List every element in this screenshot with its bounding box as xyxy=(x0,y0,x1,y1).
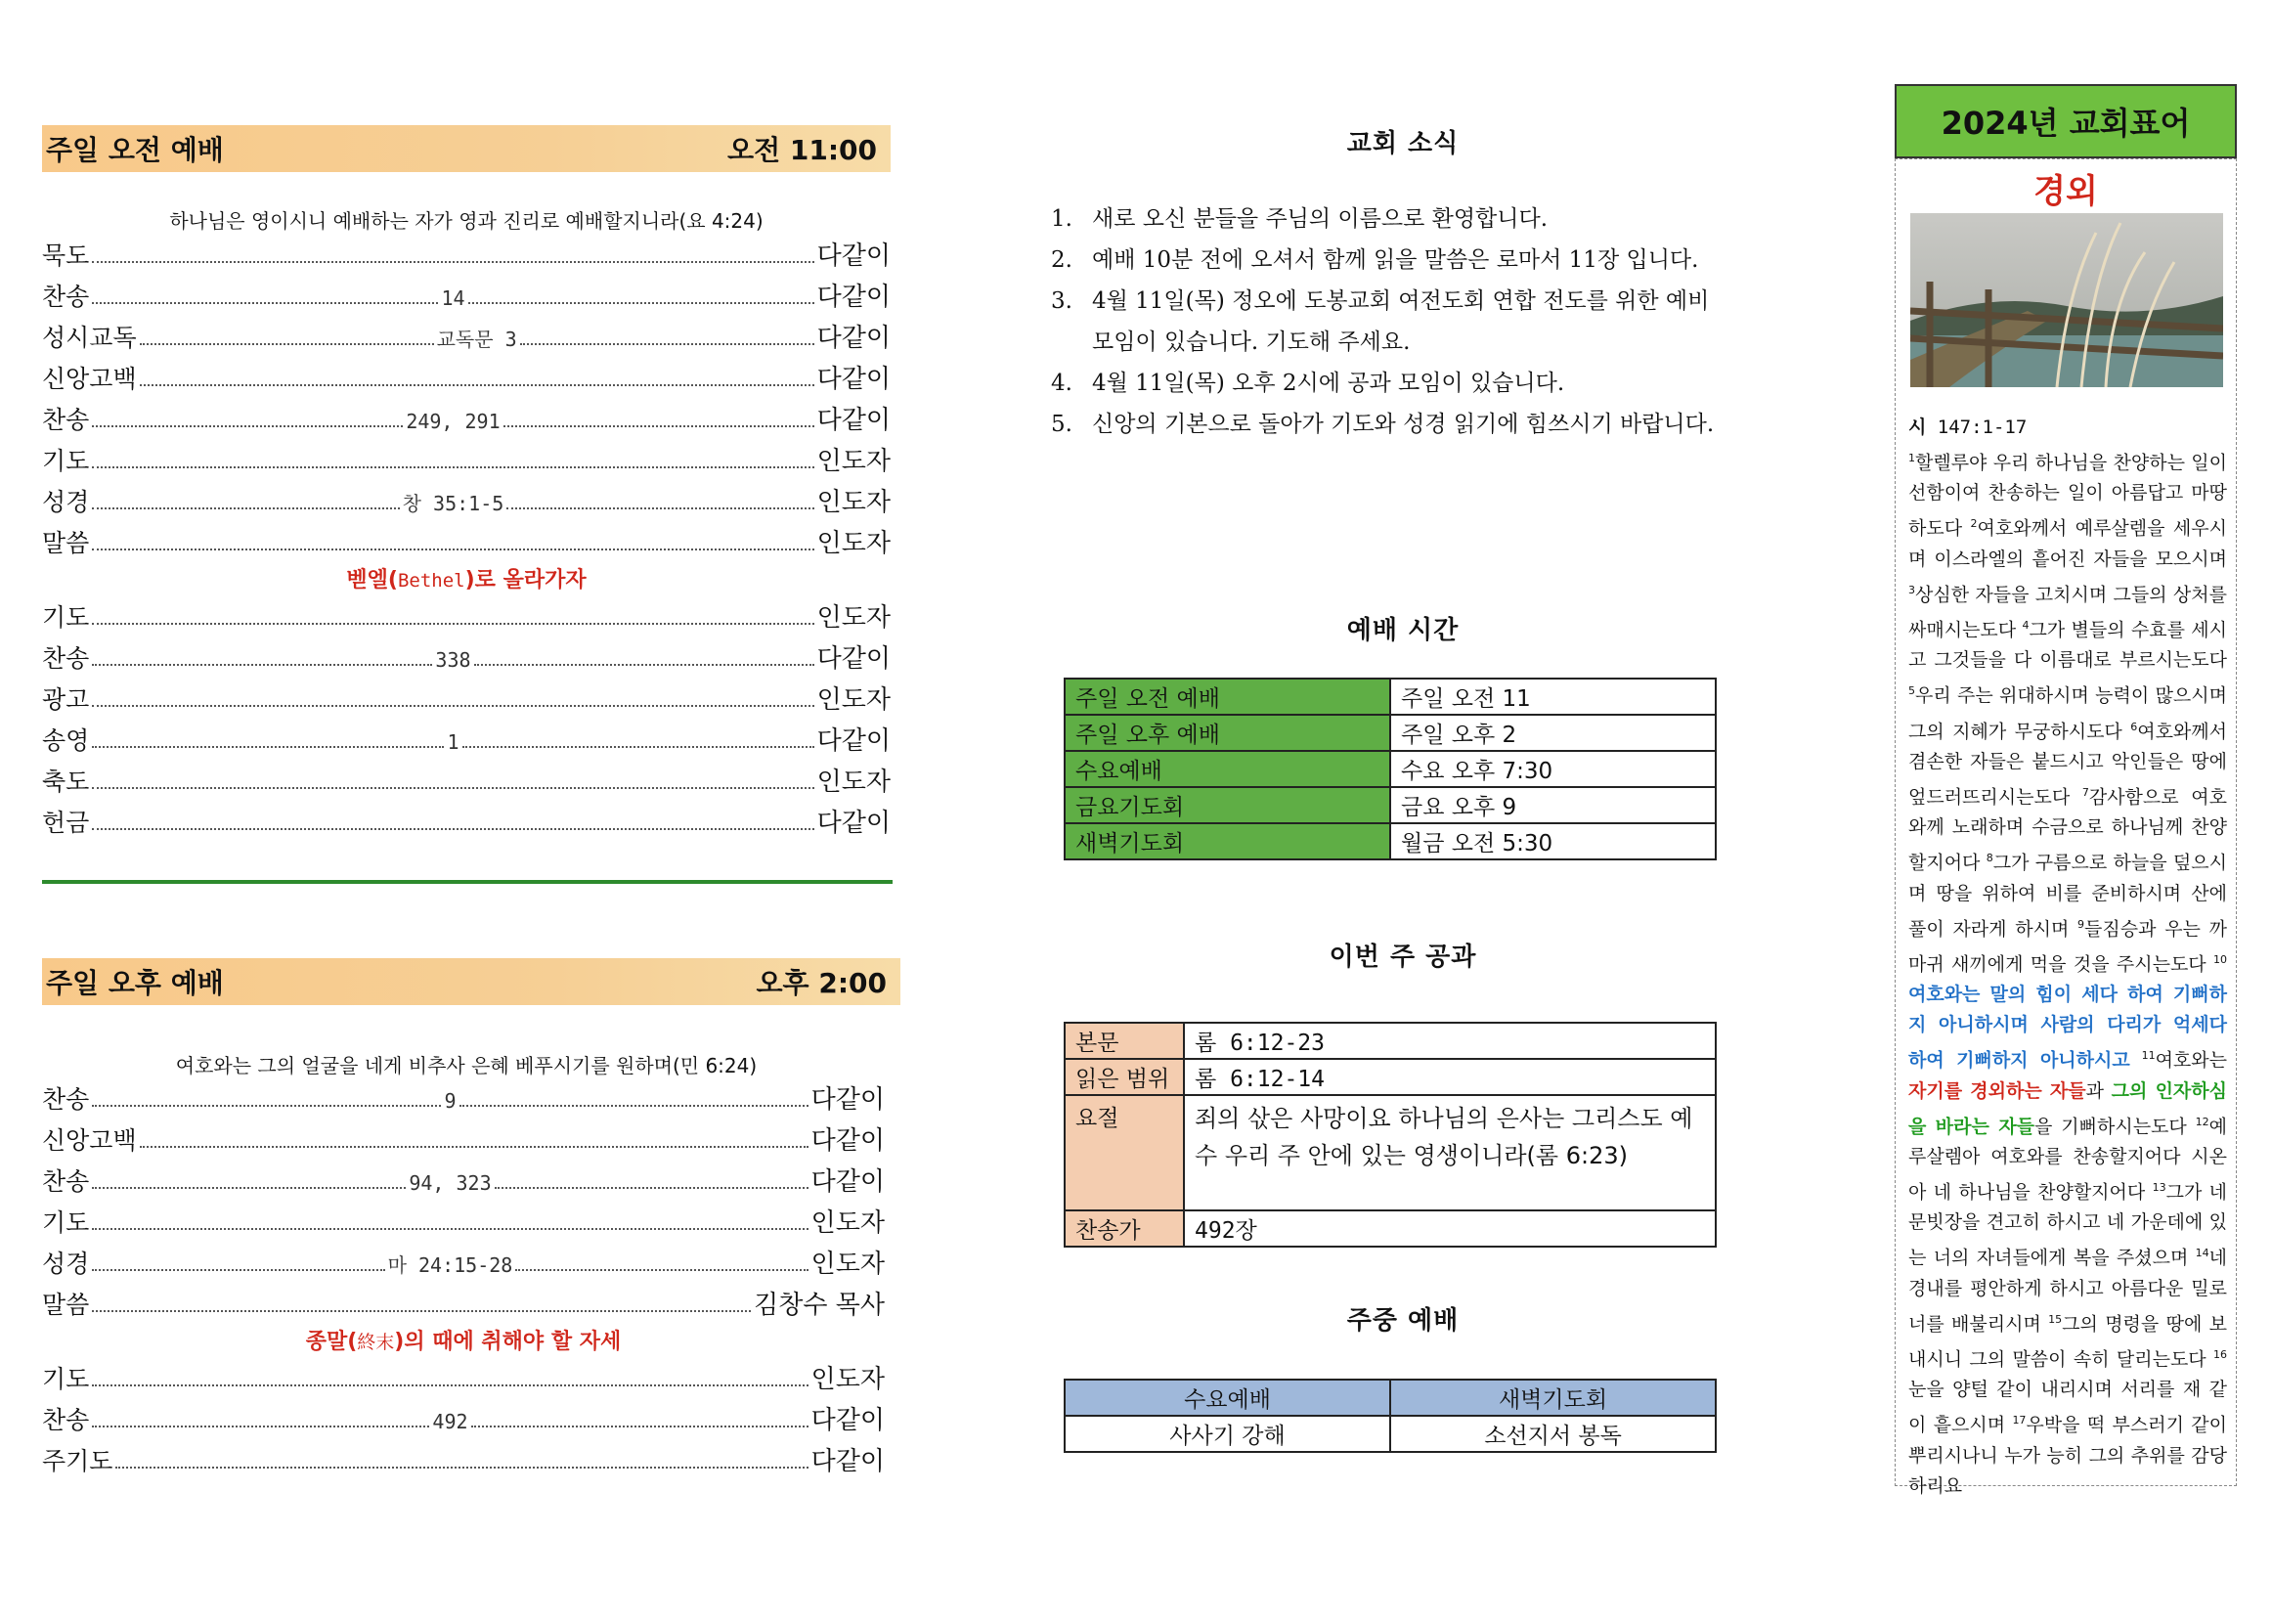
afternoon-order xyxy=(42,1079,885,1482)
dot-leader xyxy=(462,734,814,748)
lesson-table xyxy=(1064,1022,1717,1248)
dot-leader xyxy=(468,290,814,304)
dot-leader xyxy=(506,496,813,509)
weekday-col1-header: 수요예배 xyxy=(1065,1380,1390,1416)
weekday-col2-header: 새벽기도회 xyxy=(1390,1380,1716,1416)
sermon-title-part: Bethel xyxy=(397,570,465,592)
dot-leader xyxy=(140,1134,808,1148)
dot-leader xyxy=(471,1414,808,1427)
order-label: 묵도 xyxy=(42,241,90,270)
order-row xyxy=(42,638,891,680)
dot-leader xyxy=(92,652,432,666)
weekday-table xyxy=(1064,1379,1717,1453)
news-text: 새로 오신 분들을 주님의 이름으로 환영합니다. xyxy=(1092,206,1549,232)
psalm-ref-verses: 147:1-17 xyxy=(1926,417,2028,438)
afternoon-service-time: 오후 2:00 xyxy=(756,967,887,999)
dot-leader xyxy=(92,1414,429,1427)
news-number: 5. xyxy=(1051,412,1072,437)
order-row xyxy=(42,318,891,359)
order-leader: 인도자 xyxy=(816,685,891,715)
order-detail: 창 35:1-5 xyxy=(402,492,504,515)
lesson-key-value: 죄의 삯은 사망이요 하나님의 은사는 그리스도 예수 우리 주 안에 있는 영생이니라(롬 6:23) xyxy=(1184,1095,1716,1210)
schedule-row xyxy=(1065,715,1716,751)
dot-leader xyxy=(92,816,813,830)
lesson-range-label: 읽은 범위 xyxy=(1065,1059,1184,1095)
dot-leader xyxy=(92,1298,751,1312)
order-label: 말씀 xyxy=(42,529,90,557)
order-label: 찬송 xyxy=(42,283,90,311)
schedule-row xyxy=(1065,787,1716,823)
sermon-title xyxy=(42,1326,885,1359)
schedule-row xyxy=(1065,751,1716,787)
news-number: 2. xyxy=(1051,247,1072,273)
lesson-text-label: 본문 xyxy=(1065,1023,1184,1059)
order-leader: 인도자 xyxy=(810,1208,885,1238)
news-text: 신앙의 기본으로 돌아가 기도와 성경 읽기에 힘쓰시기 바랍니다. xyxy=(1092,412,1715,437)
lesson-text-value: 롬 6:12-23 xyxy=(1184,1023,1716,1059)
afternoon-service-title: 주일 오후 예배 xyxy=(46,967,224,999)
order-row xyxy=(42,236,891,277)
dot-leader xyxy=(474,652,814,666)
order-label: 신앙고백 xyxy=(42,1126,137,1155)
schedule-time: 주일 오전 11 xyxy=(1390,679,1716,715)
order-leader: 다같이 xyxy=(816,644,892,674)
news-number: 4. xyxy=(1051,371,1072,396)
dot-leader xyxy=(140,331,434,345)
schedule-table xyxy=(1064,678,1717,860)
afternoon-verse: 여호와는 그의 얼굴을 네게 비추사 은혜 베푸시기를 원하며(민 6:24) xyxy=(175,1054,758,1077)
schedule-time: 월금 오전 5:30 xyxy=(1390,823,1716,859)
order-label: 축도 xyxy=(42,768,90,796)
order-row xyxy=(42,1162,885,1203)
dot-leader xyxy=(92,455,813,468)
order-row xyxy=(42,277,891,318)
dot-leader xyxy=(92,290,438,304)
order-leader: 김창수 목사 xyxy=(754,1291,885,1320)
dot-leader xyxy=(92,496,399,509)
order-row xyxy=(42,721,891,762)
dot-leader xyxy=(515,1257,808,1271)
order-row xyxy=(42,1079,885,1120)
order-row xyxy=(42,523,891,564)
order-label: 성시교독 xyxy=(42,324,137,352)
order-leader: 다같이 xyxy=(816,365,891,394)
schedule-row xyxy=(1065,679,1716,715)
order-leader: 다같이 xyxy=(810,1447,885,1476)
psalm-ref-book: 시 xyxy=(1908,417,1927,438)
dot-leader xyxy=(92,249,813,263)
news-number: 3. xyxy=(1051,288,1072,314)
order-detail: 14 xyxy=(441,286,465,310)
lesson-row-range xyxy=(1065,1059,1716,1095)
order-label: 신앙고백 xyxy=(42,365,137,393)
dot-leader xyxy=(459,1093,808,1107)
order-label: 찬송 xyxy=(42,1406,90,1434)
order-leader: 다같이 xyxy=(810,1406,886,1435)
schedule-service: 새벽기도회 xyxy=(1065,823,1390,859)
news-item xyxy=(1051,198,1735,240)
dot-leader xyxy=(92,414,403,427)
sermon-title-part: 종말( xyxy=(305,1330,358,1354)
schedule-time: 수요 오후 7:30 xyxy=(1390,751,1716,787)
morning-service-time: 오전 11:00 xyxy=(727,134,877,166)
order-leader: 다같이 xyxy=(810,1085,885,1115)
dot-leader xyxy=(92,537,813,550)
order-row xyxy=(42,1120,885,1162)
morning-verse: 하나님은 영이시니 예배하는 자가 영과 진리로 예배할지니라(요 4:24) xyxy=(169,209,764,233)
schedule-time: 주일 오후 2 xyxy=(1390,715,1716,751)
order-leader: 다같이 xyxy=(816,809,891,838)
news-text: 4월 11일(목) 정오에 도봉교회 여전도회 연합 전도를 위한 예비 모임이 있습니다. 기도해 주세요. xyxy=(1092,288,1710,355)
order-label: 광고 xyxy=(42,685,90,714)
psalm-passage: 시 147:1-17 $^1$할렐루야 우리 하나님을 찬양하는 일이 선함이여 찬송하는 일이 아름답고 마땅하도다 $^2$여호와께서 예루살렘을 세우시며 이스라엘의 흩어진 자들을 모으시며 $^3$상심한 자들을 고치시며 그들의 상처를 싸매시는도다 $^4$그가 별들의 수효를 세시고 그것들을 다 이름대로 부르시는도다 $^5$우리 주는 위대하시며 능력이 많으시며 그의 지혜가 무궁하시도다 $^6$여호와께서 겸손한 자들은 붙드시고 악인들은 땅에 엎드러뜨리시는도다 $^7$감사함으로 여호와께 노래하며 수금으로 하나님께 찬양할지어다 $^8$그가 구름으로 하늘을 덮으시며 땅을 위하여 비를 준비하시며 산에 풀이 자라게 하시며 $^9$들짐승과 우는 까마귀 새끼에게 먹을 것을 주시는도다 $^{10}$여호와는 말의 힘이 세다 하여 기뻐하지 아니하시며 사람의 다리가 억세다 하여 기뻐하지 아니하시고 $^{11}$여호와는 자기를 경외하는 자들과 그의 인자하심을 바라는 자들을 기뻐하시는도다 $^{12}$예루살렘아 여호와를 찬송할지어다 시온아 네 하나님을 찬양할지어다 $^{13}$그가 네 문빗장을 견고히 하시고 네 가운데에 있는 너의 자녀들에게 복을 주셨으며 $^{14}$네 경내를 평안하게 하시고 아름다운 밀로 너를 배불리시며 $^{15}$그의 명령을 땅에 보내시니 그의 말씀이 속히 달리는도다 $^{16}$눈을 양털 같이 내리시며 서리를 재 같이 흩으시며 $^{17}$우박을 떡 부스러기 같이 뿌리시나니 누가 능히 그의 추위를 감당하리요 xyxy=(1908,417,2227,1497)
lesson-hymn-label: 찬송가 xyxy=(1065,1210,1184,1247)
lesson-range-value: 롬 6:12-14 xyxy=(1184,1059,1716,1095)
order-row xyxy=(42,762,891,803)
order-label: 성경 xyxy=(42,488,90,516)
order-detail: 492 xyxy=(432,1410,468,1433)
dot-leader xyxy=(92,1216,808,1230)
schedule-service: 금요기도회 xyxy=(1065,787,1390,823)
order-label: 말씀 xyxy=(42,1291,90,1319)
dot-leader xyxy=(92,693,813,707)
motto-word: 경외 xyxy=(2033,172,2098,211)
order-leader: 인도자 xyxy=(810,1250,885,1279)
dot-leader xyxy=(92,1373,808,1386)
order-leader: 인도자 xyxy=(816,768,891,797)
order-label: 찬송 xyxy=(42,1085,90,1114)
order-leader: 인도자 xyxy=(816,529,891,558)
dot-leader xyxy=(92,775,813,789)
weekday-title: 주중 예배 xyxy=(1346,1306,1460,1336)
news-number: 1. xyxy=(1051,206,1072,232)
dot-leader xyxy=(92,734,444,748)
dot-leader xyxy=(92,1093,441,1107)
dot-leader xyxy=(92,611,813,625)
schedule-service: 수요예배 xyxy=(1065,751,1390,787)
news-item xyxy=(1051,240,1735,281)
lesson-row-key xyxy=(1065,1095,1716,1210)
order-label: 찬송 xyxy=(42,644,90,673)
order-leader: 인도자 xyxy=(816,603,891,633)
order-row xyxy=(42,1400,885,1441)
landscape-photo xyxy=(1910,213,2223,387)
order-leader: 인도자 xyxy=(810,1365,885,1394)
order-detail: 교독문 3 xyxy=(436,328,517,351)
schedule-service: 주일 오후 예배 xyxy=(1065,715,1390,751)
order-label: 기도 xyxy=(42,1365,90,1393)
order-row xyxy=(42,597,891,638)
dot-leader xyxy=(92,1257,384,1271)
sermon-title-part: 벧엘( xyxy=(346,568,398,593)
morning-order xyxy=(42,236,891,844)
weekday-col2-value: 소선지서 봉독 xyxy=(1390,1416,1716,1452)
schedule-service: 주일 오전 예배 xyxy=(1065,679,1390,715)
order-label: 송영 xyxy=(42,726,90,755)
dot-leader xyxy=(92,1175,406,1189)
order-row xyxy=(42,359,891,400)
order-detail: 마 24:15-28 xyxy=(387,1253,513,1277)
sermon-title xyxy=(42,564,891,597)
order-detail: 338 xyxy=(435,648,471,672)
order-leader: 인도자 xyxy=(816,488,891,517)
news-list xyxy=(1051,198,1735,445)
order-leader: 다같이 xyxy=(816,283,892,312)
order-detail: 9 xyxy=(444,1089,457,1113)
order-row xyxy=(42,1359,885,1400)
section-divider xyxy=(42,880,893,884)
order-row xyxy=(42,1203,885,1244)
order-leader: 다같이 xyxy=(810,1167,885,1197)
news-text: 4월 11일(목) 오후 2시에 공과 모임이 있습니다. xyxy=(1092,371,1565,396)
order-row xyxy=(42,680,891,721)
order-leader: 다같이 xyxy=(816,406,891,435)
dot-leader xyxy=(495,1175,808,1189)
order-label: 헌금 xyxy=(42,809,90,837)
order-detail: 94, 323 xyxy=(409,1171,492,1195)
news-item xyxy=(1051,363,1735,404)
morning-service-title: 주일 오전 예배 xyxy=(46,134,224,166)
order-row xyxy=(42,482,891,523)
order-row xyxy=(42,400,891,441)
afternoon-service-header xyxy=(42,958,900,1005)
lesson-row-text xyxy=(1065,1023,1716,1059)
order-label: 찬송 xyxy=(42,406,90,434)
order-detail: 1 xyxy=(447,730,459,754)
lesson-title: 이번 주 공과 xyxy=(1329,943,1477,972)
schedule-title: 예배 시간 xyxy=(1346,616,1460,645)
dot-leader xyxy=(503,414,814,427)
schedule-time: 금요 오후 9 xyxy=(1390,787,1716,823)
order-leader: 인도자 xyxy=(816,447,891,476)
sermon-title-part: )로 올라가자 xyxy=(464,568,587,593)
order-label: 찬송 xyxy=(42,1167,90,1196)
order-label: 성경 xyxy=(42,1250,90,1278)
news-title: 교회 소식 xyxy=(1346,129,1460,158)
order-leader: 다같이 xyxy=(816,324,892,353)
dot-leader xyxy=(140,373,814,386)
order-leader: 다같이 xyxy=(810,1126,885,1156)
order-label: 주기도 xyxy=(42,1447,113,1475)
order-label: 기도 xyxy=(42,603,90,632)
order-row xyxy=(42,1244,885,1285)
order-label: 기도 xyxy=(42,447,90,475)
order-label: 기도 xyxy=(42,1208,90,1237)
lesson-key-label: 요절 xyxy=(1065,1095,1184,1210)
news-item xyxy=(1051,281,1735,363)
order-leader: 다같이 xyxy=(816,726,891,756)
order-row xyxy=(42,1441,885,1482)
motto-title: 2024년 교회표어 xyxy=(1895,84,2237,158)
weekday-col1-value: 사사기 강해 xyxy=(1065,1416,1390,1452)
order-detail: 249, 291 xyxy=(406,410,501,433)
news-item xyxy=(1051,404,1735,445)
order-row xyxy=(42,441,891,482)
schedule-row xyxy=(1065,823,1716,859)
lesson-hymn-value: 492장 xyxy=(1184,1210,1716,1247)
order-leader: 다같이 xyxy=(816,241,891,271)
sermon-title-part: 終末 xyxy=(357,1332,395,1353)
news-text: 예배 10분 전에 오셔서 함께 읽을 말씀은 로마서 11장 입니다. xyxy=(1092,247,1699,273)
sermon-title-part: )의 때에 취해야 할 자세 xyxy=(394,1330,622,1354)
dot-leader xyxy=(115,1455,808,1469)
morning-service-header xyxy=(42,125,891,172)
order-row xyxy=(42,1285,885,1326)
order-row xyxy=(42,803,891,844)
lesson-row-hymn xyxy=(1065,1210,1716,1247)
dot-leader xyxy=(520,331,814,345)
